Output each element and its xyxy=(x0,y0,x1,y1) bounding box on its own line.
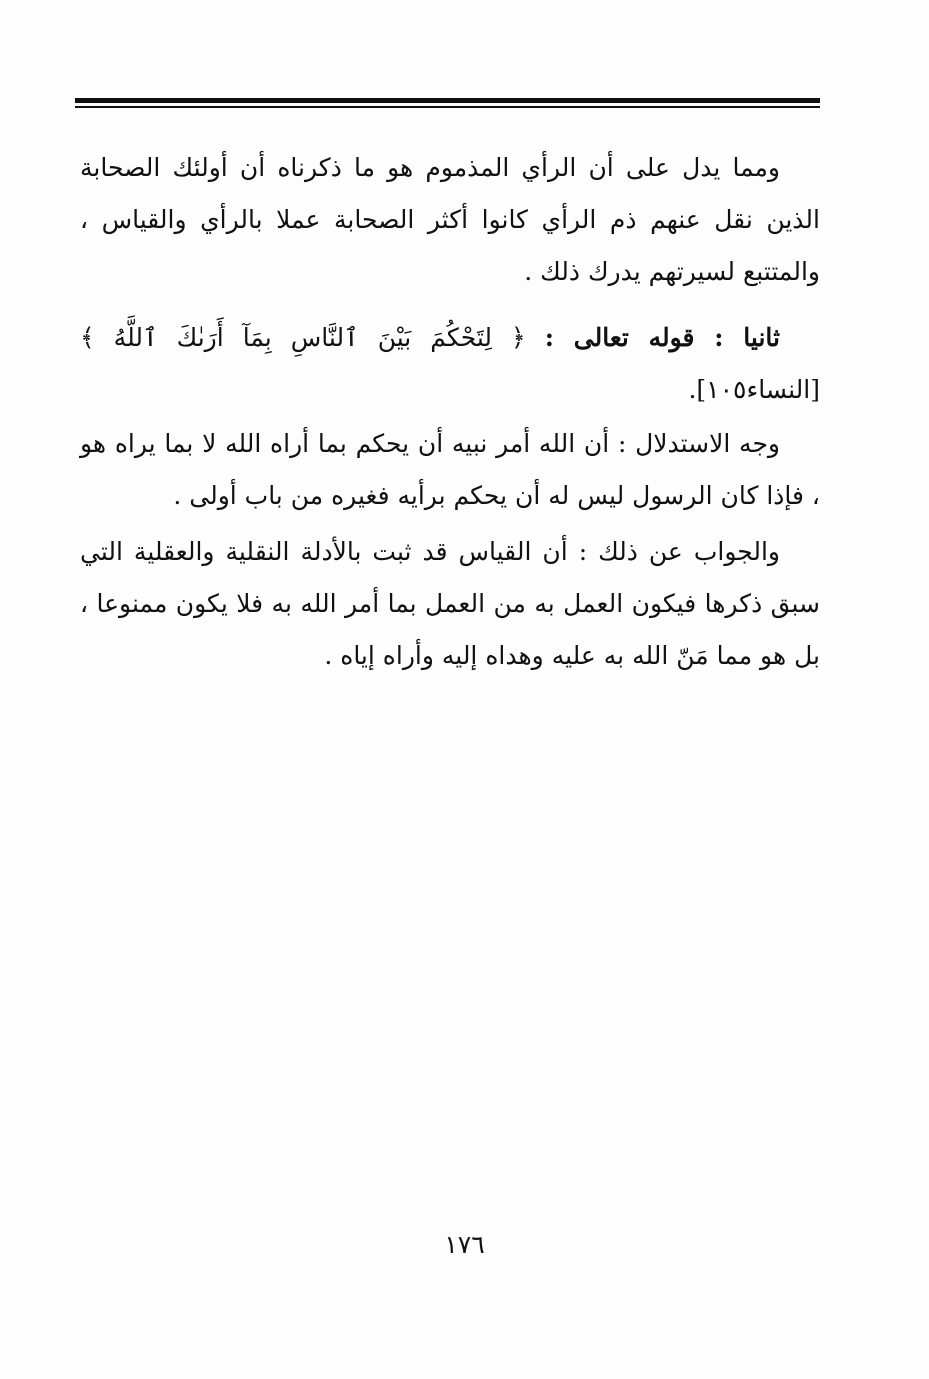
page-body xyxy=(80,142,820,682)
paragraph-2-label: ثانيا : قوله تعالى : xyxy=(544,323,780,352)
quran-verse: ﴿ لِتَحْكُمَ بَيْنَ ٱلنَّاسِ بِمَآ أَرَىٰكَ ٱللَّهُ ﴾ xyxy=(80,323,526,352)
paragraph-2 xyxy=(80,312,820,416)
page-number: ١٧٦ xyxy=(444,1230,485,1259)
verse-reference: [النساء١٠٥]. xyxy=(688,375,820,404)
paragraph-4-text: أن القياس قد ثبت بالأدلة النقلية والعقلية التي سبق ذكرها فيكون العمل به من العمل بما أمر الله به فلا يكون ممنوعا ، بل هو مما مَنّ الله به عليه وهداه إليه وأراه إياه . xyxy=(80,537,820,670)
paragraph-1 xyxy=(80,142,820,298)
paragraph-3-text: أن الله أمر نبيه أن يحكم بما أراه الله لا بما يراه هو ، فإذا كان الرسول ليس له أن يحكم برأيه فغيره من باب أولى . xyxy=(80,429,820,510)
header-rule-thin xyxy=(75,106,820,108)
header-rule xyxy=(75,98,820,103)
paragraph-4 xyxy=(80,526,820,682)
paragraph-1-text: ومما يدل على أن الرأي المذموم هو ما ذكرناه أن أولئك الصحابة الذين نقل عنهم ذم الرأي كانوا أكثر الصحابة عملا بالرأي والقياس ، والمتتبع لسيرتهم يدرك ذلك . xyxy=(80,153,820,286)
paragraph-4-label: والجواب عن ذلك : xyxy=(578,537,781,566)
paragraph-3-label: وجه الاستدلال : xyxy=(617,429,780,458)
paragraph-3 xyxy=(80,418,820,522)
